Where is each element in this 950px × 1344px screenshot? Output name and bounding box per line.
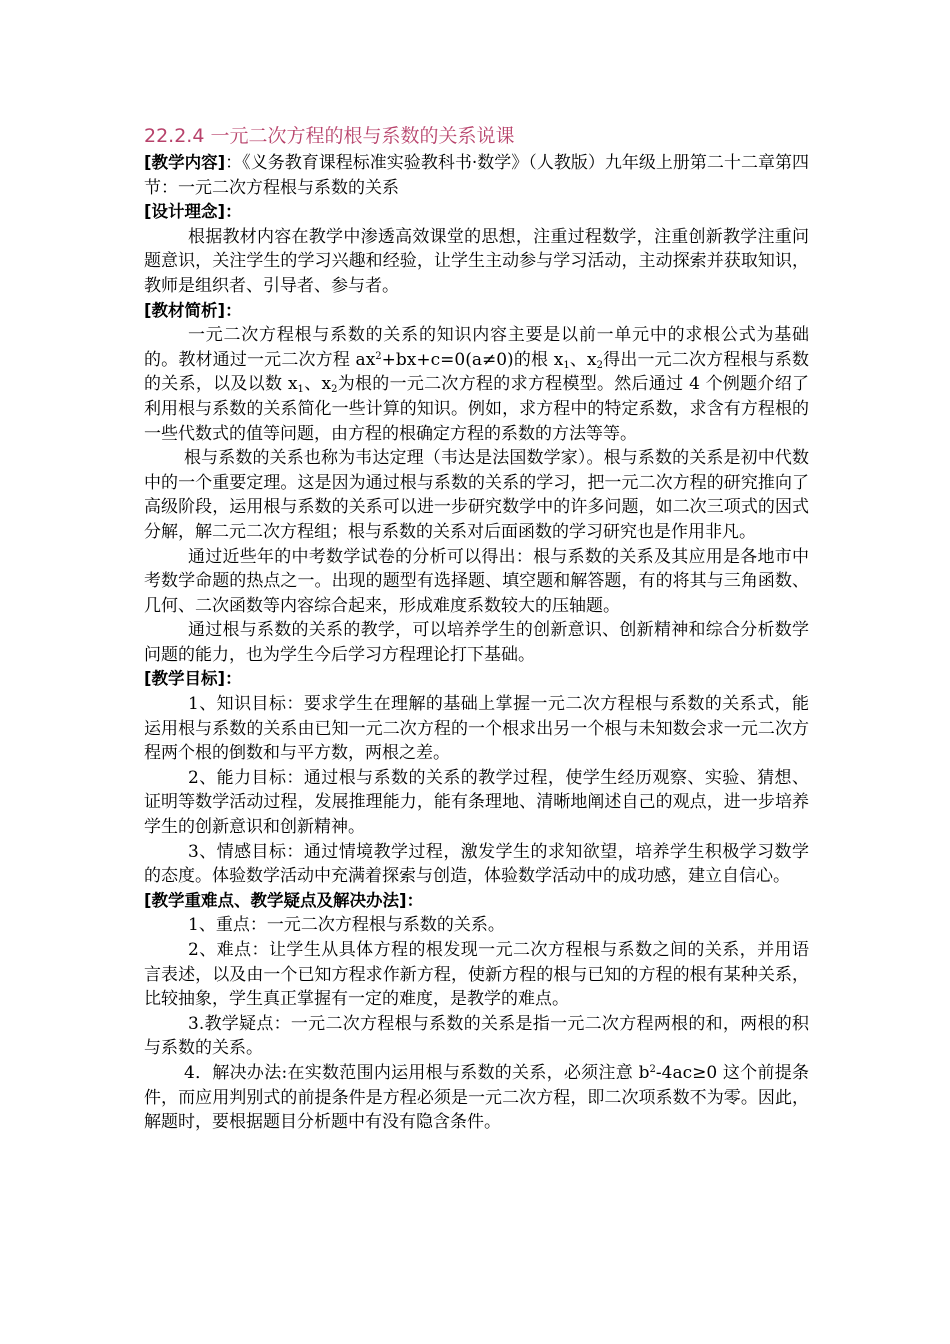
document-body [144, 123, 809, 1135]
teaching-content-heading: [教学内容] [144, 153, 226, 172]
key-point-doubt: 3.教学疑点：一元二次方程根与系数的关系是指一元二次方程两根的和，两根的积与系数的关系。 [144, 1013, 809, 1059]
text-run: 、x [303, 374, 332, 395]
material-analysis-paragraph-3: 通过近些年的中考数学试卷的分析可以得出：根与系数的关系及其应用是各地市中考数学命题的热点之一。出现的题型有选择题、填空题和解答题，有的将其与三角函数、几何、二次函数等内容综合起来，形成难度系数较大的压轴题。 [144, 546, 809, 616]
teaching-goals-heading: [教学目标]： [144, 669, 242, 689]
design-concept-text: 根据教材内容在教学中渗透高效课堂的思想，注重过程数学，注重创新教学注重问题意识，关注学生的学习兴趣和经验，让学生主动参与学习活动，主动探索并获取知识，教师是组织者、引导者、参与者。 [144, 226, 809, 296]
design-concept-heading: [设计理念]： [144, 202, 242, 222]
teaching-content-text: ：《义务教育课程标准实验教科书·数学》（人教版）九年级上册第二十二章第四节：一元二次方程根与系数的关系 [144, 153, 809, 198]
text-run: -4ac≥0 这个前提条件，而应用判别式的前提条件是方程必须是一元二次方程，即二次项系数不为零。因此，解题时，要根据题目分析题中有没有隐含条件。 [144, 1062, 809, 1133]
material-analysis-paragraph-4: 通过根与系数的关系的教学，可以培养学生的创新意识、创新精神和综合分析数学问题的能力，也为学生今后学习方程理论打下基础。 [144, 620, 809, 665]
goal-ability: 2、能力目标：通过根与系数的关系的教学过程，使学生经历观察、实验、猜想、证明等数学活动过程，发展推理能力，能有条理地、清晰地阐述自己的观点，进一步培养学生的创新意识和创新精神。 [144, 767, 809, 838]
text-run: +bx+c=0(a≠0)的根 x [381, 349, 564, 370]
subscript: 2 [331, 384, 338, 396]
key-point-solution [144, 1061, 809, 1135]
text-run: 一元二次方程根与系数的关系的知识内容主要是以前一单元中的求根公式为基础的。教材通过一元二次方程 ax [144, 325, 809, 370]
teaching-content-paragraph [144, 151, 809, 200]
material-analysis-paragraph-2: 根与系数的关系也称为韦达定理（韦达是法国数学家）。根与系数的关系是初中代数中的一个重要定理。这是因为通过根与系数的关系的学习，把一元二次方程的研究推向了高级阶段，运用根与系数的关系可以进一步研究数学中的许多问题，如二次三项式的因式分解，解二元二次方程组；根与系数的关系对后面函数的学习研究也是作用非凡。 [144, 448, 809, 542]
goal-emotion: 3、情感目标：通过情境教学过程，激发学生的求知欲望，培养学生积极学习数学的态度。体验数学活动中充满着探索与创造，体验数学活动中的成功感，建立自信心。 [144, 841, 809, 887]
key-points-heading: [教学重难点、教学疑点及解决办法]： [144, 890, 424, 910]
subscript: 2 [596, 359, 603, 371]
text-run: 、x [569, 349, 597, 370]
key-point-focus: 1、重点：一元二次方程根与系数的关系。 [188, 915, 505, 936]
material-analysis-heading: [教材简析]： [144, 300, 242, 320]
text-run: 得出一元二次方程根与系数的关系，以及以数 x [144, 349, 809, 395]
text-run: 4．解决办法:在实数范围内运用根与系数的关系，必须注意 b [184, 1062, 650, 1083]
subscript: 1 [297, 384, 304, 396]
page-title: 22.2.4 一元二次方程的根与系数的关系说课 [144, 125, 515, 147]
material-analysis-paragraph-1 [144, 323, 809, 446]
goal-knowledge: 1、知识目标：要求学生在理解的基础上掌握一元二次方程根与系数的关系式，能运用根与系数的关系由已知一元二次方程的一个根求出另一个根与未知数会求一元二次方程两个根的倒数和与平方数，两根之差。 [144, 694, 809, 764]
superscript: 2 [649, 1063, 656, 1075]
text-run: 为根的一元二次方程的求方程模型。然后通过 4 个例题介绍了利用根与系数的关系简化一些计算的知识。例如，求方程中的特定系数，求含有方程根的一些代数式的值等问题，由方程的根确定方程的系数的方法等等。 [144, 374, 809, 444]
superscript: 2 [375, 350, 382, 362]
subscript: 1 [563, 359, 570, 371]
key-point-difficulty: 2、难点：让学生从具体方程的根发现一元二次方程根与系数之间的关系，并用语言表述，以及由一个已知方程求作新方程，使新方程的根与已知的方程的根有某种关系，比较抽象，学生真正掌握有一定的难度，是教学的难点。 [144, 940, 809, 1010]
